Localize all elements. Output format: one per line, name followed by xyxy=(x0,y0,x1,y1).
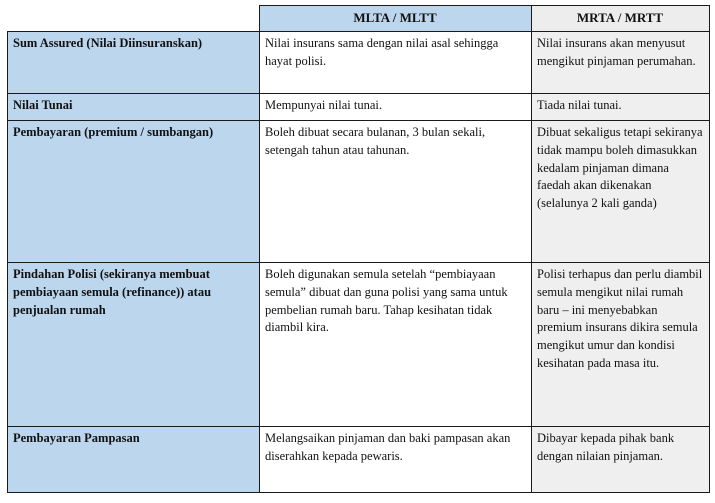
mlta-cell: Boleh digunakan semula setelah “pembiayaan semula” dibuat dan guna polisi yang sama untuk pembelian rumah baru. Tahap kesihatan tidak diambil kira. xyxy=(260,263,532,427)
header-blank-cell xyxy=(8,6,260,32)
header-mlta: MLTA / MLTT xyxy=(260,6,532,32)
table-row xyxy=(8,94,710,121)
table-row xyxy=(8,427,710,493)
mlta-cell: Nilai insurans sama dengan nilai asal sehingga hayat polisi. xyxy=(260,32,532,94)
mrta-cell: Nilai insurans akan menyusut mengikut pinjaman perumahan. xyxy=(532,32,710,94)
header-mrta: MRTA / MRTT xyxy=(532,6,710,32)
mrta-cell: Polisi terhapus dan perlu diambil semula mengikut nilai rumah baru – ini menyebabkan premium insurans dikira semula mengikut umur dan kondisi kesihatan pada masa itu. xyxy=(532,263,710,427)
mlta-cell: Boleh dibuat secara bulanan, 3 bulan sekali, setengah tahun atau tahunan. xyxy=(260,121,532,263)
mrta-cell: Dibuat sekaligus tetapi sekiranya tidak mampu boleh dimasukkan kedalam pinjaman dimana faedah akan dikenakan (selalunya 2 kali ganda) xyxy=(532,121,710,263)
mrta-cell: Dibayar kepada pihak bank dengan nilaian pinjaman. xyxy=(532,427,710,493)
mrta-cell: Tiada nilai tunai. xyxy=(532,94,710,121)
row-label: Pembayaran Pampasan xyxy=(8,427,260,493)
table-row xyxy=(8,263,710,427)
header-row xyxy=(8,6,710,32)
mlta-cell: Mempunyai nilai tunai. xyxy=(260,94,532,121)
row-label: Sum Assured (Nilai Diinsuranskan) xyxy=(8,32,260,94)
comparison-table xyxy=(7,5,710,493)
row-label: Pembayaran (premium / sumbangan) xyxy=(8,121,260,263)
table-row xyxy=(8,32,710,94)
table-row xyxy=(8,121,710,263)
row-label: Pindahan Polisi (sekiranya membuat pembiayaan semula (refinance)) atau penjualan rumah xyxy=(8,263,260,427)
mlta-cell: Melangsaikan pinjaman dan baki pampasan akan diserahkan kepada pewaris. xyxy=(260,427,532,493)
row-label: Nilai Tunai xyxy=(8,94,260,121)
